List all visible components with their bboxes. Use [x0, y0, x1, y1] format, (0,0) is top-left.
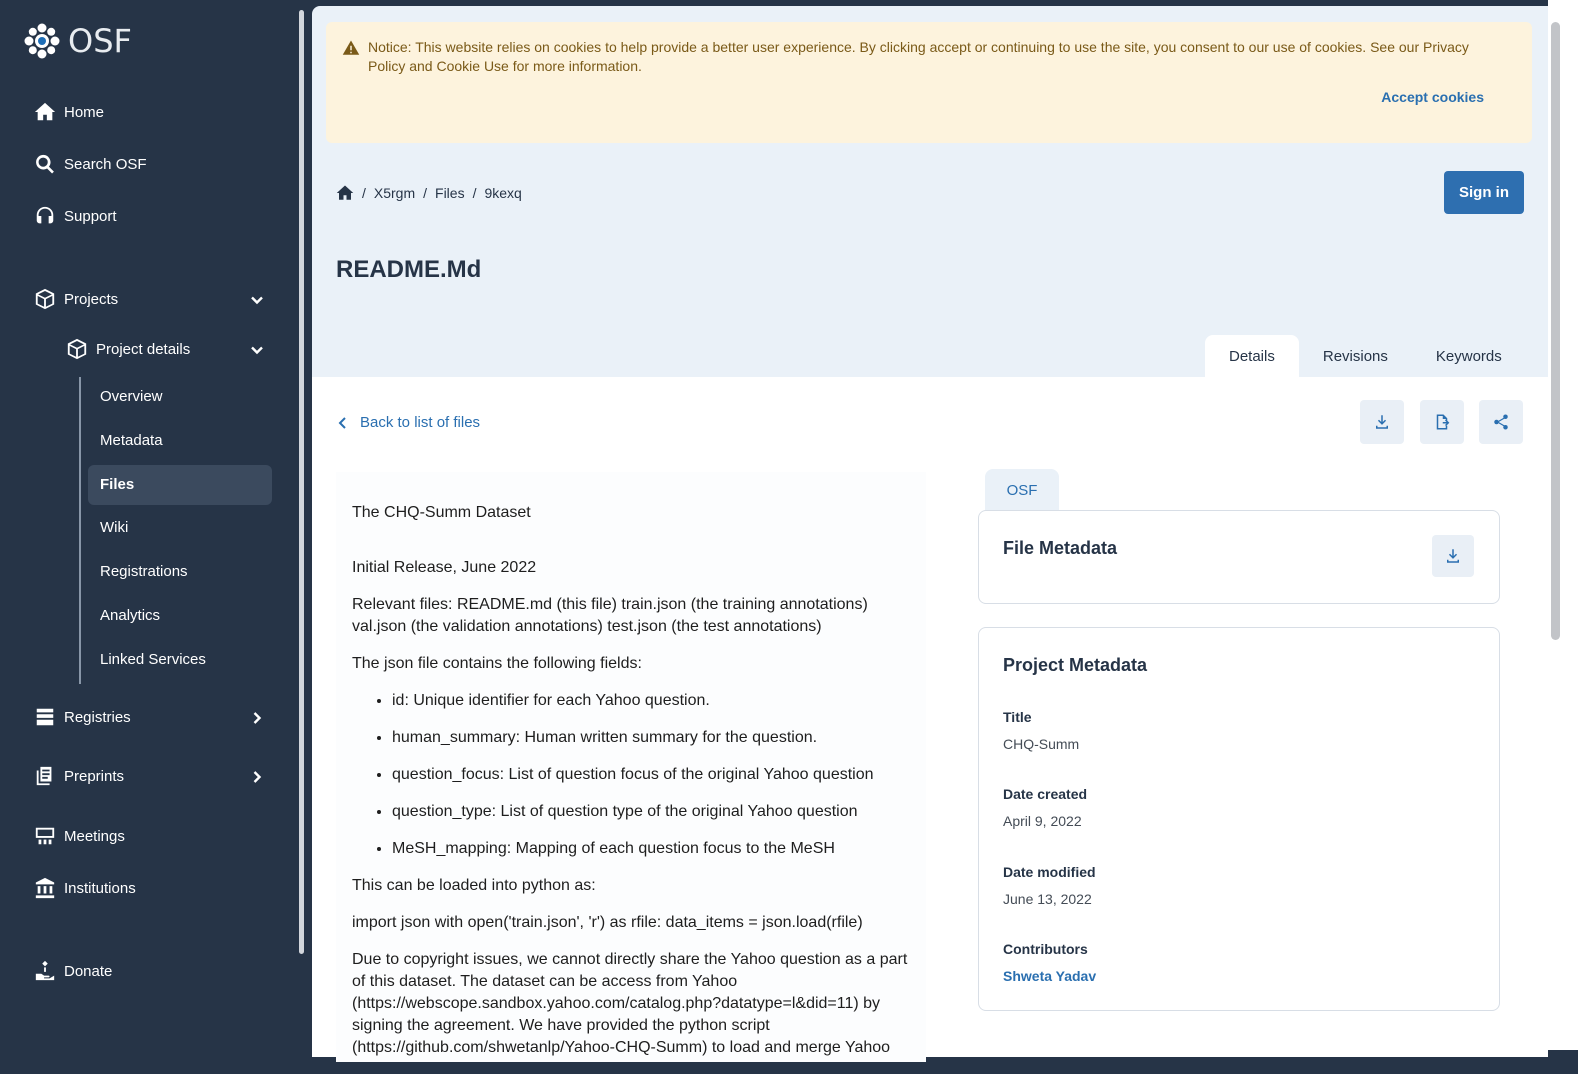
meta-created-value: April 9, 2022 — [1003, 813, 1082, 829]
nav-preprints[interactable] — [34, 765, 264, 787]
registries-icon — [34, 706, 56, 728]
list-item: • id: Unique identifier for each Yahoo question. — [392, 690, 912, 712]
readme-paragraph: import json with open('train.json', 'r') as rfile: data_items = json.load(rfile) — [352, 914, 863, 931]
meta-title-label: Title — [1003, 709, 1032, 725]
page-scrollbar-thumb[interactable] — [1551, 22, 1560, 640]
file-metadata-card — [978, 510, 1500, 604]
subnav-divider — [79, 377, 81, 684]
home-icon — [34, 101, 56, 123]
breadcrumb-separator: / — [423, 185, 428, 201]
breadcrumb-file: 9kexq — [484, 185, 522, 201]
list-item: • MeSH_mapping: Mapping of each question focus to the MeSH — [392, 838, 912, 860]
preprints-icon — [34, 765, 56, 787]
readme-paragraph: Initial Release, June 2022 — [352, 559, 537, 576]
nav-support[interactable] — [34, 205, 117, 227]
sidebar-item-metadata[interactable]: Metadata — [100, 432, 163, 449]
download-icon — [1444, 547, 1462, 565]
chevron-down-icon — [250, 343, 264, 357]
download-button[interactable] — [1360, 400, 1404, 444]
nav-registries-label: Registries — [64, 708, 131, 726]
main-content — [312, 6, 1548, 1056]
page-title: README.Md — [336, 256, 482, 283]
sidebar-scrollbar[interactable] — [299, 10, 304, 954]
breadcrumb-project[interactable]: X5rgm — [373, 185, 416, 201]
sidebar-item-analytics[interactable]: Analytics — [100, 607, 161, 624]
sidebar — [0, 0, 298, 1050]
nav-projects[interactable] — [34, 288, 264, 310]
warning-icon — [342, 39, 360, 57]
nav-search[interactable] — [34, 153, 147, 175]
cube-icon — [34, 288, 56, 310]
cookie-banner — [326, 22, 1532, 143]
list-item: • question_type: List of question type of the original Yahoo question — [392, 801, 912, 823]
sidebar-item-wiki[interactable]: Wiki — [100, 519, 129, 536]
accept-cookies-button[interactable]: Accept cookies — [1381, 89, 1484, 105]
meta-title-value: CHQ-Summ — [1003, 736, 1080, 752]
list-item: • question_focus: List of question focus of the original Yahoo question — [392, 764, 912, 786]
nav-support-label: Support — [64, 207, 117, 225]
file-detail-panel — [312, 377, 1548, 1057]
chevron-right-icon — [250, 711, 264, 725]
share-icon — [1492, 413, 1510, 431]
tab-revisions[interactable]: Revisions — [1322, 347, 1388, 365]
meta-modified-label: Date modified — [1003, 864, 1096, 880]
nav-home[interactable] — [34, 101, 104, 123]
chevron-down-icon — [250, 293, 264, 307]
osf-logo-text: OSF — [68, 22, 132, 60]
chevron-left-icon — [338, 417, 348, 429]
sidebar-item-files[interactable]: Files — [100, 476, 135, 493]
sidebar-item-registrations[interactable]: Registrations — [100, 563, 188, 580]
tab-details[interactable]: Details — [1205, 335, 1299, 377]
open-file-button[interactable] — [1420, 400, 1464, 444]
headset-icon — [34, 205, 56, 227]
search-icon — [34, 153, 56, 175]
home-icon[interactable] — [336, 184, 354, 202]
readme-field-list — [392, 690, 912, 860]
nav-projects-label: Projects — [64, 290, 119, 308]
breadcrumb-files[interactable]: Files — [435, 185, 465, 201]
nav-donate-label: Donate — [64, 962, 113, 980]
osf-logo-icon — [24, 23, 60, 59]
cube-icon — [66, 338, 88, 360]
meta-created-label: Date created — [1003, 786, 1088, 802]
readme-paragraph: Due to copyright issues, we cannot directly share the Yahoo question as a part of this dataset. The dataset can be access from Yahoo (https://webscope.sandbox.yahoo.com/catalog.php?datatype=l&did=11) by signing the agreement. We have provided the python script (https://github.com/shwetanlp/Yahoo-CHQ-Summ) to load and merge Yahoo — [352, 951, 908, 1056]
file-metadata-title: File Metadata — [1003, 538, 1118, 558]
readme-heading: The CHQ-Summ Dataset — [352, 504, 531, 521]
nav-meetings-label: Meetings — [64, 827, 125, 845]
contributor-link[interactable]: Shweta Yadav — [1003, 968, 1097, 984]
readme-paragraph: Relevant files: README.md (this file) train.json (the training annotations) val.json (the validation annotations) test.json (the test annotations) — [352, 596, 868, 635]
nav-registries[interactable] — [34, 706, 264, 728]
file-tabs — [1205, 335, 1526, 377]
file-preview — [336, 472, 926, 1062]
download-metadata-button[interactable] — [1432, 535, 1474, 577]
tab-keywords[interactable]: Keywords — [1435, 347, 1502, 365]
nav-preprints-label: Preprints — [64, 767, 125, 785]
nav-institutions[interactable] — [34, 877, 136, 899]
nav-search-label: Search OSF — [64, 155, 147, 173]
meta-modified-value: June 13, 2022 — [1003, 891, 1092, 907]
sidebar-item-overview[interactable]: Overview — [100, 388, 163, 405]
list-item: • human_summary: Human written summary for the question. — [392, 727, 912, 749]
share-button[interactable] — [1479, 400, 1523, 444]
breadcrumb-separator: / — [362, 185, 366, 201]
donate-icon — [34, 960, 56, 982]
breadcrumb — [336, 184, 522, 202]
back-to-files-link[interactable] — [338, 414, 480, 431]
osf-logo[interactable] — [24, 22, 132, 60]
nav-project-details-label: Project details — [96, 340, 191, 358]
institution-icon — [34, 877, 56, 899]
nav-home-label: Home — [64, 103, 105, 121]
meetings-icon — [34, 825, 56, 847]
back-to-files-label: Back to list of files — [360, 414, 481, 431]
project-metadata-title: Project Metadata — [1003, 655, 1148, 675]
tab-osf-metadata[interactable]: OSF — [985, 469, 1059, 511]
breadcrumb-separator: / — [472, 185, 477, 201]
nav-meetings[interactable] — [34, 825, 125, 847]
nav-donate[interactable] — [34, 960, 112, 982]
nav-institutions-label: Institutions — [64, 879, 136, 897]
cookie-notice-text: Notice: This website relies on cookies to help provide a better user experience. By clicking accept or continuing to use the site, you consent to our use of cookies. See our Privacy Policy and Cookie Use for more information. — [368, 39, 1469, 74]
sign-in-button[interactable]: Sign in — [1444, 171, 1524, 214]
project-metadata-card — [978, 627, 1500, 1011]
readme-paragraph: The json file contains the following fields: — [352, 655, 642, 672]
readme-content — [352, 502, 912, 1074]
readme-paragraph: This can be loaded into python as: — [352, 877, 596, 894]
meta-contributors-label: Contributors — [1003, 941, 1088, 957]
file-export-icon — [1433, 413, 1451, 431]
sidebar-item-linked-services[interactable]: Linked Services — [100, 651, 206, 668]
chevron-right-icon — [250, 770, 264, 784]
download-icon — [1373, 413, 1391, 431]
nav-project-details[interactable] — [66, 338, 264, 360]
